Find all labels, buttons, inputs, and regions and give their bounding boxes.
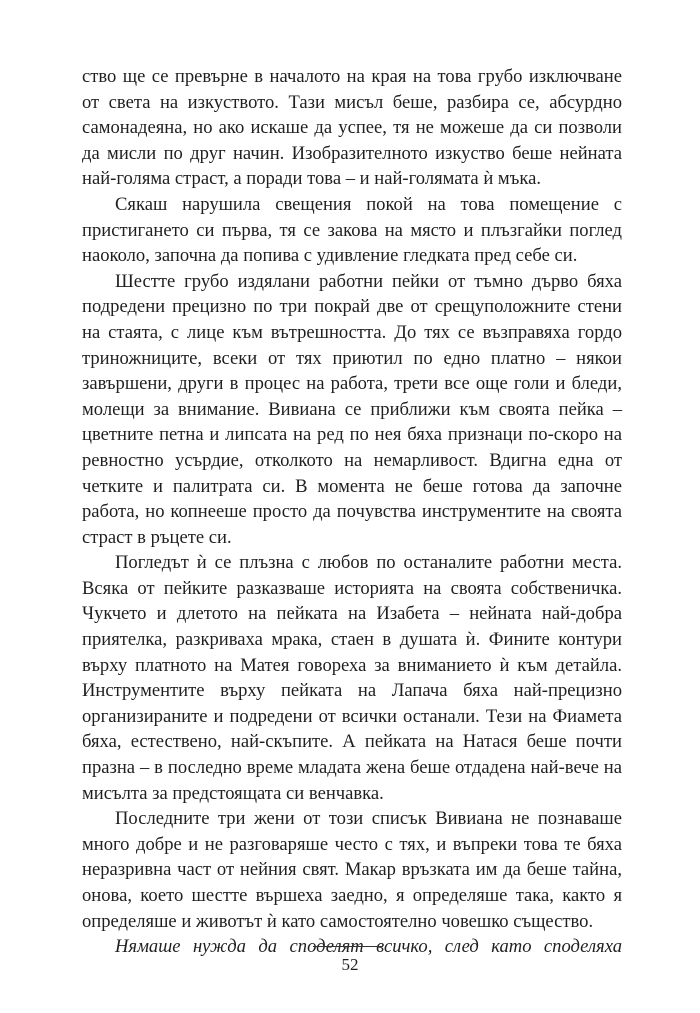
paragraph: Погледът ѝ се плъзна с любов по останалите работни места. Всяка от пейките разказваше историята на своята собственичка. Чукчето и длетото на пейката на Изабета – нейната най-добра приятелка, разкриваха мрака, стаен в душата ѝ. Фините контури върху платното на Матея говореха за вниманието ѝ към детайла. Инструментите върху пейката на Лапача бяха най-прецизно организираните и подредени от всички останали. Тези на Фиамета бяха, естествено, най-скъпите. А пейката на Натася беше почти празна – в последно време младата жена беше отдадена най-вече на мисълта за предстоящата си венчавка. (82, 552, 622, 804)
paragraph: Последните три жени от този списък Вивиана не познаваше много добре и не разговаряше често с тях, и въпреки това те бяха неразривна част от нейния свят. Макар връзката им да беше тайна, онова, което шестте вършеха заедно, я определяше така, както я определяше и животът ѝ като самостоятелно човешко същество. (82, 808, 622, 932)
page-number: 52 (341, 955, 359, 974)
paragraph: Шестте грубо издялани работни пейки от тъмно дърво бяха подредени прецизно по три покрай две от срещуположните стени на стаята, с лице към вътрешността. До тях се възправяха гордо триножниците, всеки от тях приютил по едно платно – някои завършени, други в процес на работа, трети все още голи и бледи, молещи за внимание. Вивиана се приближи към своята пейка – цветните петна и липсата на ред по нея бяха признаци по-скоро на ревностно усърдие, отколкото на немарливост. Вдигна една от четките и палитрата си. В момента не беше готова да започне работа, но копнееше просто да почувства инструментите на своята страст в ръцете си. (82, 270, 622, 548)
paragraph-continuation: ство ще се превърне в началото на края на това грубо изключване от света на изкуството. Тази мисъл беше, разбира се, абсурдно самонадеяна, но ако искаше да успее, тя не можеше да си позволи да мисли по друг начин. Изобразителното изкуство беше нейната най-голяма страст, а поради това – и най-голямата ѝ мъка. (82, 66, 622, 190)
paragraph: Сякаш нарушила свещения покой на това помещение с пристигането си първа, тя се закова на място и плъзгайки поглед наоколо, започна да попива с удивление гледката пред себе си. (82, 193, 622, 267)
paragraph-italic: Нямаше нужда да споделят всичко, след като споделяха (115, 936, 622, 958)
footer-rule (313, 946, 383, 947)
body-text (82, 64, 622, 960)
